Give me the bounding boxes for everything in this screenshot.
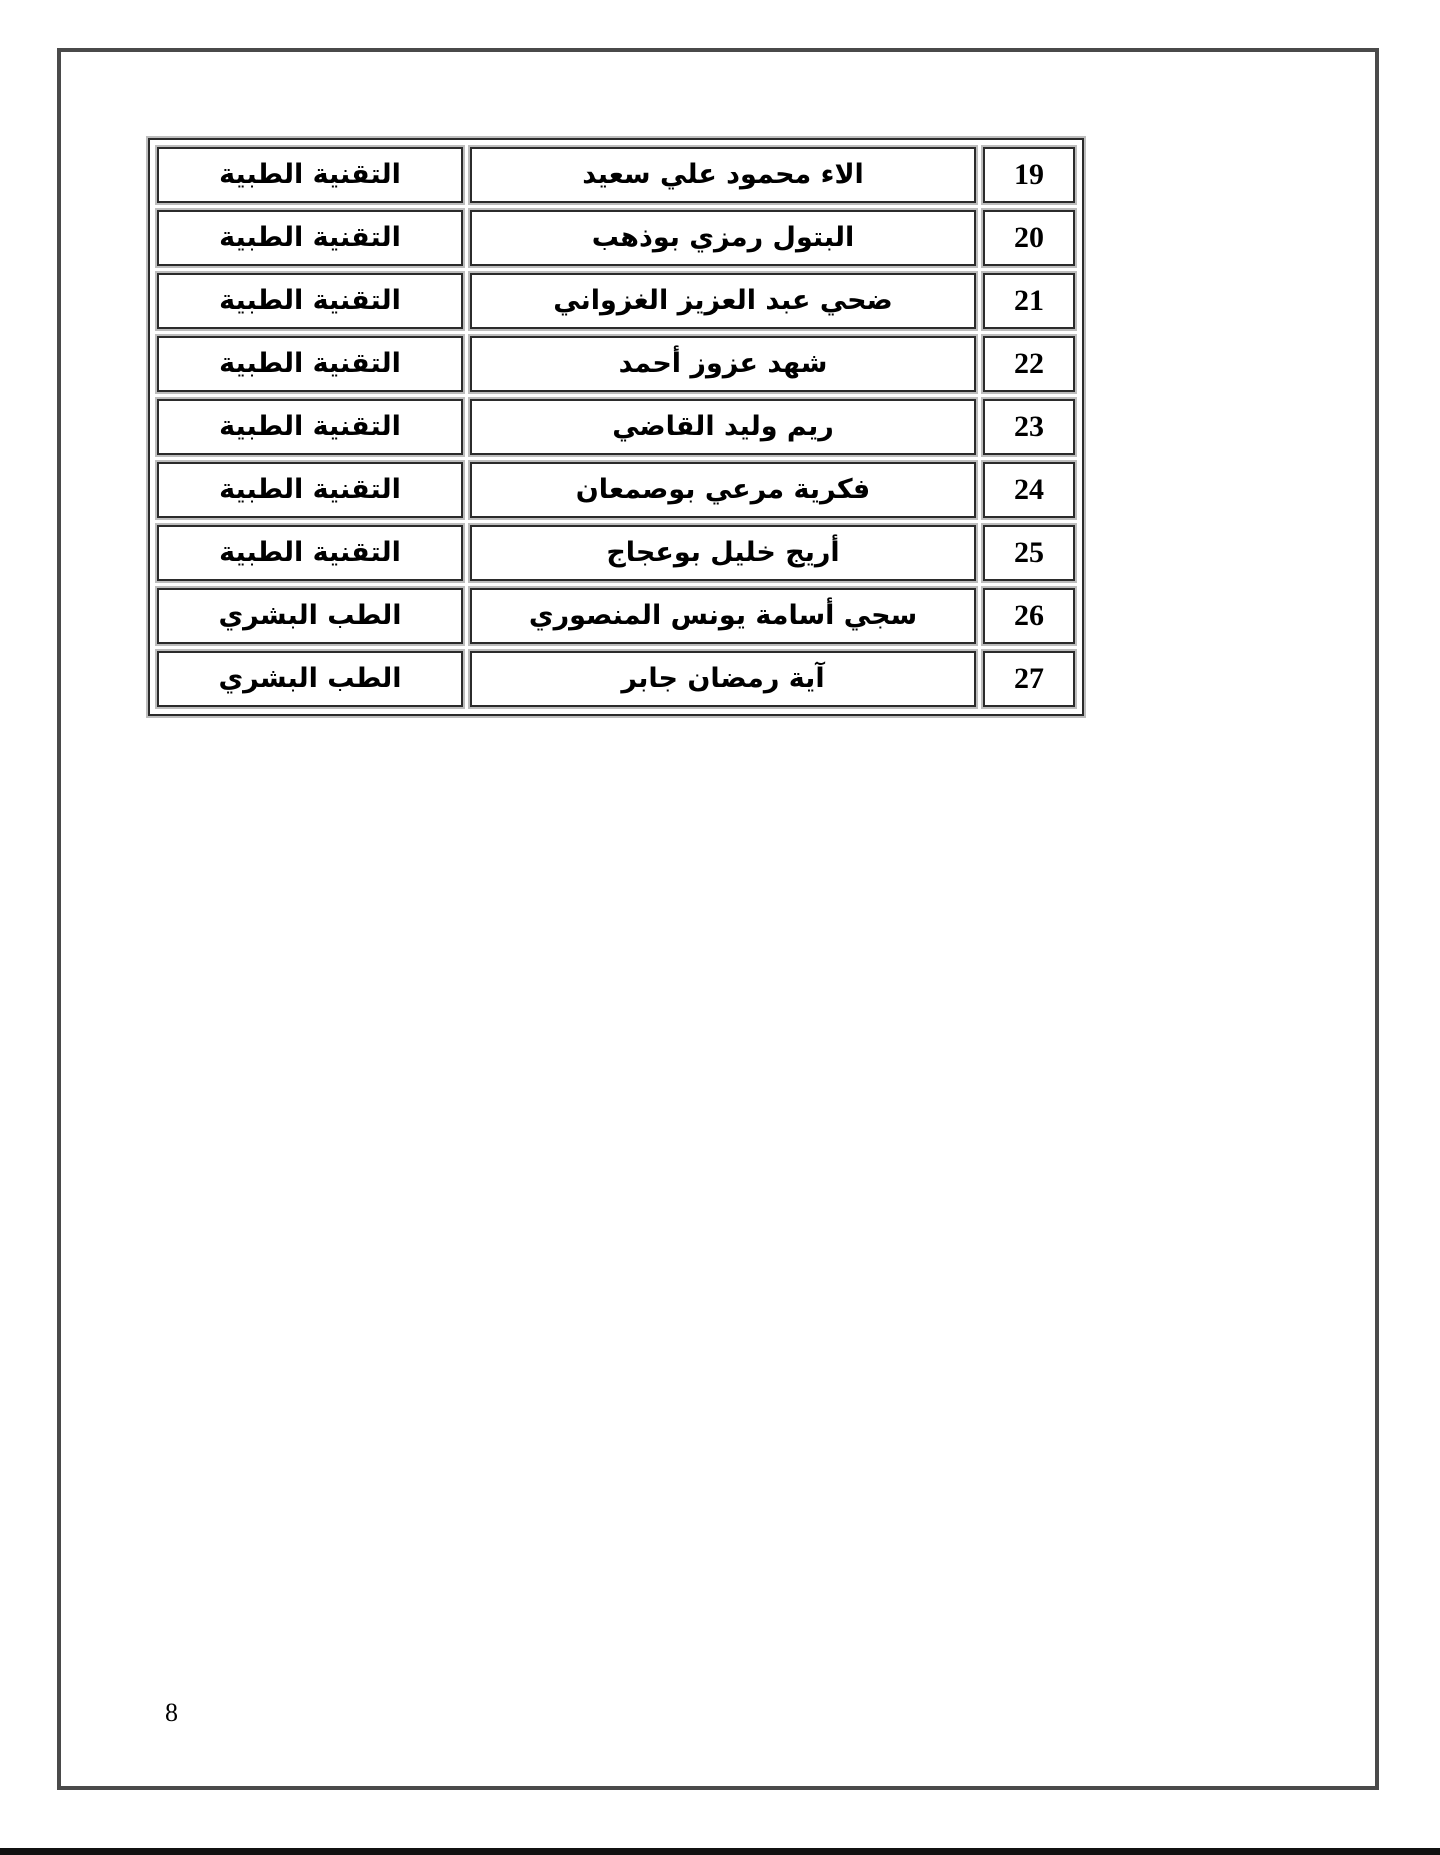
cell-number: 24 xyxy=(983,462,1075,518)
cell-department: الطب البشري xyxy=(157,651,463,707)
table-row xyxy=(157,462,1075,518)
cell-name: البتول رمزي بوذهب xyxy=(470,210,976,266)
cell-department: التقنية الطبية xyxy=(157,462,463,518)
table-row xyxy=(157,525,1075,581)
cell-number: 21 xyxy=(983,273,1075,329)
cell-name: ريم وليد القاضي xyxy=(470,399,976,455)
cell-number: 27 xyxy=(983,651,1075,707)
cell-department: التقنية الطبية xyxy=(157,525,463,581)
cell-number: 20 xyxy=(983,210,1075,266)
table-row xyxy=(157,273,1075,329)
table-row xyxy=(157,147,1075,203)
student-roster-table xyxy=(148,138,1084,716)
cell-department: التقنية الطبية xyxy=(157,399,463,455)
cell-department: التقنية الطبية xyxy=(157,336,463,392)
cell-department: التقنية الطبية xyxy=(157,147,463,203)
cell-name: أريج خليل بوعجاج xyxy=(470,525,976,581)
page-border xyxy=(57,48,1379,1790)
cell-number: 25 xyxy=(983,525,1075,581)
cell-name: سجي أسامة يونس المنصوري xyxy=(470,588,976,644)
viewport-page-edge xyxy=(0,1848,1440,1855)
cell-number: 19 xyxy=(983,147,1075,203)
table-row xyxy=(157,210,1075,266)
cell-number: 22 xyxy=(983,336,1075,392)
page-number: 8 xyxy=(165,1698,178,1727)
cell-number: 26 xyxy=(983,588,1075,644)
cell-name: الاء محمود علي سعيد xyxy=(470,147,976,203)
cell-department: الطب البشري xyxy=(157,588,463,644)
table-row xyxy=(157,588,1075,644)
table-row xyxy=(157,336,1075,392)
table-row xyxy=(157,399,1075,455)
table-row xyxy=(157,651,1075,707)
cell-department: التقنية الطبية xyxy=(157,273,463,329)
cell-name: شهد عزوز أحمد xyxy=(470,336,976,392)
cell-number: 23 xyxy=(983,399,1075,455)
cell-department: التقنية الطبية xyxy=(157,210,463,266)
cell-name: آية رمضان جابر xyxy=(470,651,976,707)
cell-name: ضحي عبد العزيز الغزواني xyxy=(470,273,976,329)
cell-name: فكرية مرعي بوصمعان xyxy=(470,462,976,518)
